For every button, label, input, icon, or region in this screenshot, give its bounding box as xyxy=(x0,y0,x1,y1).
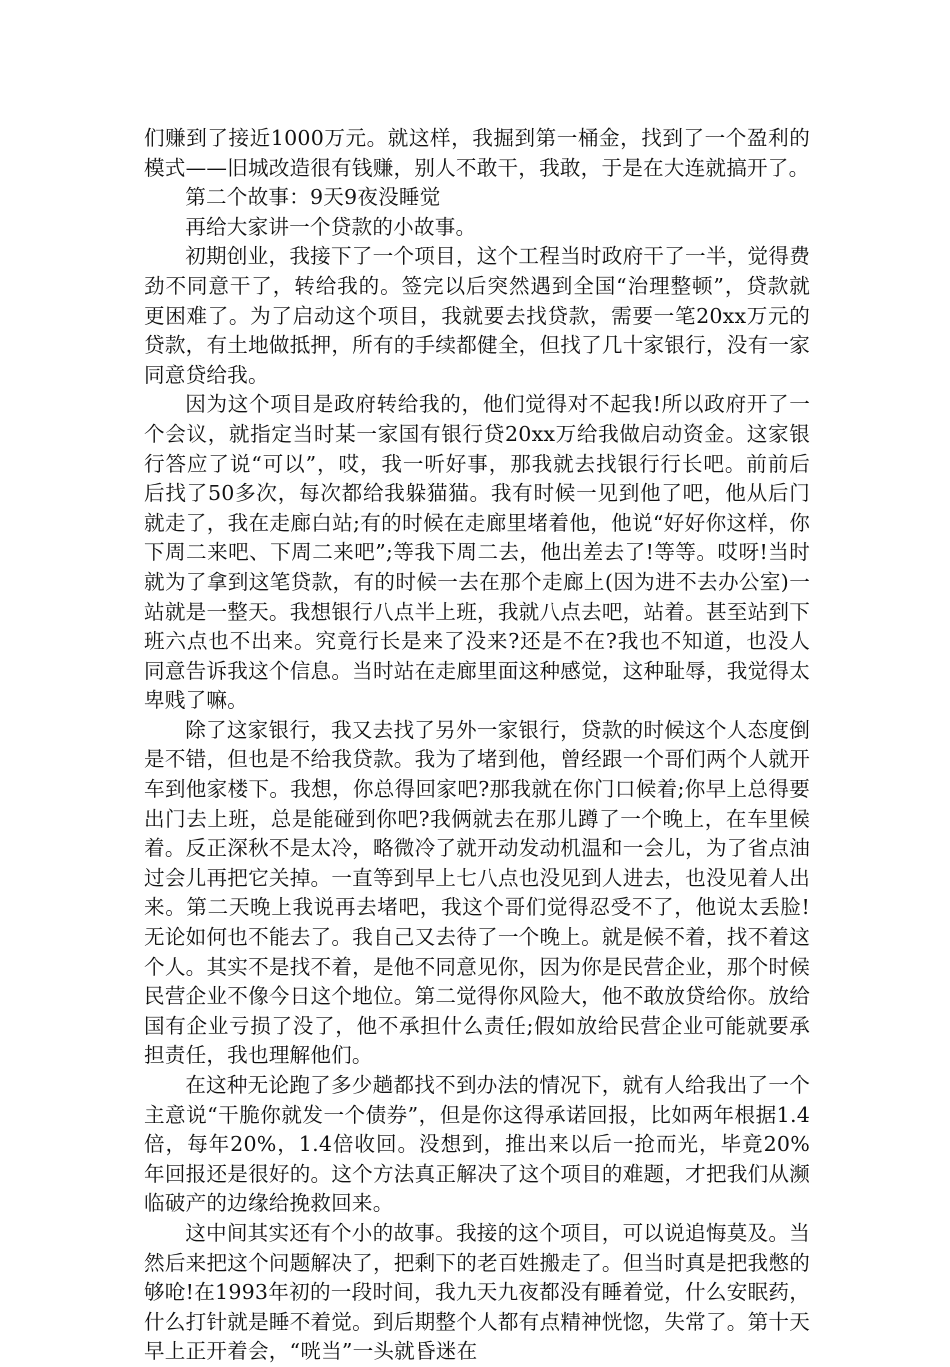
paragraph-early-startup: 初期创业，我接下了一个项目，这个工程当时政府干了一半，觉得费劲不同意干了，转给我的。签完以后突然遇到全国“治理整顿”，贷款就更困难了。为了启动这个项目，我就要去找贷款，需要一笔20xx万元的贷款，有土地做抵押，所有的手续都健全，但找了几十家银行，没有一家同意贷给我。 xyxy=(144,244,810,387)
paragraph-1: 们赚到了接近1000万元。就这样，我掘到第一桶金，找到了一个盈利的模式——旧城改造很有钱赚，别人不敢干，我敢，于是在大连就搞开了。 xyxy=(144,126,810,180)
paragraph-another-bank: 除了这家银行，我又去找了另外一家银行，贷款的时候这个人态度倒是不错，但也是不给我贷款。我为了堵到他，曾经跟一个哥们两个人就开车到他家楼下。我想，你总得回家吧?那我就在你门口候着;你早上总得要出门去上班，总是能碰到你吧?我俩就去在那儿蹲了一个晚上，在车里候着。反正深秋不是太冷，略微冷了就开动发动机温和一会儿，为了省点油过会儿再把它关掉。一直等到早上七八点也没见到人进去，也没见着人出来。第二天晚上我说再去堵吧，我这个哥们觉得忍受不了，他说太丢脸!无论如何也不能去了。我自己又去待了一个晚上。就是候不着，找不着这个人。其实不是找不着，是他不同意见你，因为你是民营企业，那个时候民营企业不像今日这个地位。第二觉得你风险大，他不敢放贷给你。放给国有企业亏损了没了，他不承担什么责任;假如放给民营企业可能就要承担责任，我也理解他们。 xyxy=(144,717,810,1068)
paragraph-intro: 再给大家讲一个贷款的小故事。 xyxy=(185,214,477,239)
document-page xyxy=(144,124,810,1367)
paragraph-government-bank: 因为这个项目是政府转给我的，他们觉得对不起我!所以政府开了一个会议，就指定当时某一家国有银行贷20xx万给我做启动资金。这家银行答应了说“可以”，哎，我一听好事，那我就去找银行行长吧。前前后后找了50多次，每次都给我躲猫猫。我有时候一见到他了吧，他从后门就走了，我在走廊白站;有的时候在走廊里堵着他，他说“好好你这样，你下周二来吧、下周二来吧”;等我下周二去，他出差去了!等等。哎呀!当时就为了拿到这笔贷款，有的时候一去在那个走廊上(因为进不去办公室)一站就是一整天。我想银行八点半上班，我就八点去吧，站着。甚至站到下班六点也不出来。究竟行长是来了没来?还是不在?我也不知道，也没人同意告诉我这个信息。当时站在走廊里面这种感觉，这种耻辱，我觉得太卑贱了嘛。 xyxy=(144,392,810,713)
section-heading-second-story: 第二个故事：9天9夜没睡觉 xyxy=(185,185,441,210)
paragraph-small-story: 这中间其实还有个小的故事。我接的这个项目，可以说追悔莫及。当然后来把这个问题解决了，把剩下的老百姓搬走了。但当时真是把我憋的够呛!在1993年初的一段时间，我九天九夜都没有睡着觉，什么安眠药，什么打针就是睡不着觉。到后期整个人都有点精神恍惚，失常了。第十天早上正开着会，“咣当”一头就昏迷在 xyxy=(144,1220,810,1364)
paragraph-bond: 在这种无论跑了多少趟都找不到办法的情况下，就有人给我出了一个主意说“干脆你就发一个债券”，但是你这得承诺回报，比如两年根据1.4倍，每年20%，1.4倍收回。没想到，推出来以后一抢而光，毕竟20%年回报还是很好的。这个方法真正解决了这个项目的难题，才把我们从濒临破产的边缘给挽救回来。 xyxy=(144,1073,810,1216)
